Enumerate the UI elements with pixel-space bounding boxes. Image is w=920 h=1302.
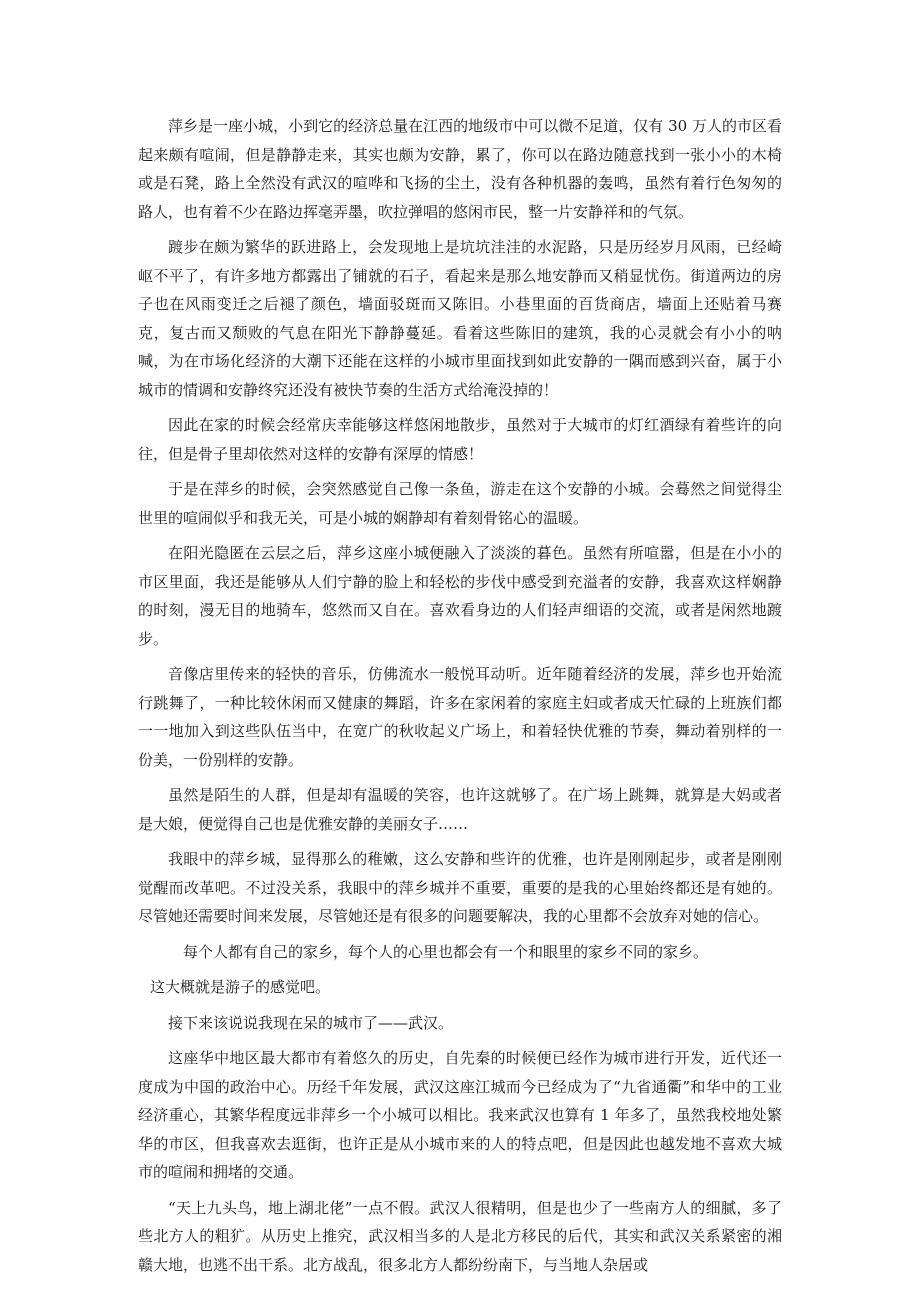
paragraph: 每个人都有自己的家乡，每个人的心里也都会有一个和眼里的家乡不同的家乡。: [183, 942, 709, 961]
paragraph: 接下来该说说我现在呆的城市了——武汉。: [168, 1013, 454, 1032]
paragraph: 于是在萍乡的时候，会突然感觉自己像一条鱼，游走在这个安静的小城。会蓦然之间觉得尘世里的喧闹似乎和我无关，可是小城的娴静却有着刻骨铭心的温暖。: [138, 480, 782, 527]
paragraph: 萍乡是一座小城，小到它的经济总量在江西的地级市中可以微不足道，仅有 30 万人的市区看起来颇有喧闹，但是静静走来，其实也颇为安静，累了，你可以在路边随意找到一张小小的木椅或是石凳，路上全然没有武汉的喧哗和飞扬的尘土，没有各种机器的轰鸣，虽然有着行色匆匆的路人，也有着不少在路边挥毫弄墨，吹拉弹唱的悠闲市民，整一片安静祥和的气氛。: [138, 117, 782, 221]
paragraph: “天上九头鸟，地上湖北佬”一点不假。武汉人很精明，但是也少了一些南方人的细腻，多了些北方人的粗犷。从历史上推究，武汉相当多的人是北方移民的后代，其实和武汉关系紧密的湘赣大地，也逃不出干系。北方战乱，很多北方人都纷纷南下，与当地人杂居或: [138, 1198, 782, 1274]
paragraph: 虽然是陌生的人群，但是却有温暖的笑容，也许这就够了。在广场上跳舞，就算是大妈或者是大娘，便觉得自己也是优雅安静的美丽女子……: [138, 786, 782, 833]
paragraph: 这座华中地区最大都市有着悠久的历史，自先秦的时候便已经作为城市进行开发，近代还一度成为中国的政治中心。历经千年发展，武汉这座江城而今已经成为了“九省通衢”和华中的工业经济重心，其繁华程度远非萍乡一个小城可以相比。我来武汉也算有 1 年多了，虽然我校地处繁华的市区，但我喜欢去逛街，也许正是从小城市来的人的特点吧，但是因此也越发地不喜欢大城市的喧闹和拥堵的交通。: [138, 1049, 782, 1181]
paragraph: 踱步在颇为繁华的跃进路上，会发现地上是坑坑洼洼的水泥路，只是历经岁月风雨，已经崎岖不平了，有许多地方都露出了铺就的石子，看起来是那么地安静而又稍显忧伤。街道两边的房子也在风雨变迁之后褪了颜色，墙面驳斑而又陈旧。小巷里面的百货商店，墙面上还贴着马赛克，复古而又颓败的气息在阳光下静静蔓延。看着这些陈旧的建筑，我的心灵就会有小小的呐喊，为在市场化经济的大潮下还能在这样的小城市里面找到如此安静的一隅而感到兴奋，属于小城市的情调和安静终究还没有被快节奏的生活方式给淹没掉的！: [138, 238, 782, 399]
paragraph: 我眼中的萍乡城，显得那么的稚嫩，这么安静和些许的优雅，也许是刚刚起步，或者是刚刚觉醒而改革吧。不过没关系，我眼中的萍乡城并不重要，重要的是我的心里始终都还是有她的。尽管她还需要时间来发展，尽管她还是有很多的问题要解决，我的心里都不会放弃对她的信心。: [138, 850, 782, 925]
paragraph: 在阳光隐匿在云层之后，萍乡这座小城便融入了淡淡的暮色。虽然有所喧嚣，但是在小小的市区里面，我还是能够从人们宁静的脸上和轻松的步伐中感受到充溢者的安静，我喜欢这样娴静的时刻，漫无目的地骑车，悠然而又自在。喜欢看身边的人们轻声细语的交流，或者是闲然地踱步。: [138, 544, 782, 648]
paragraph: 因此在家的时候会经常庆幸能够这样悠闲地散步，虽然对于大城市的灯红酒绿有着些许的向往，但是骨子里却依然对这样的安静有深厚的情感！: [138, 416, 782, 463]
paragraph: 这大概就是游子的感觉吧。: [150, 978, 331, 996]
paragraph: 音像店里传来的轻快的音乐，仿佛流水一般悦耳动听。近年随着经济的发展，萍乡也开始流行跳舞了，一种比较休闲而又健康的舞蹈，许多在家闲着的家庭主妇或者成天忙碌的上班族们都一一地加入到这些队伍当中，在宽广的秋收起义广场上，和着轻快优雅的节奏，舞动着别样的一份美，一份别样的安静。: [138, 665, 782, 769]
